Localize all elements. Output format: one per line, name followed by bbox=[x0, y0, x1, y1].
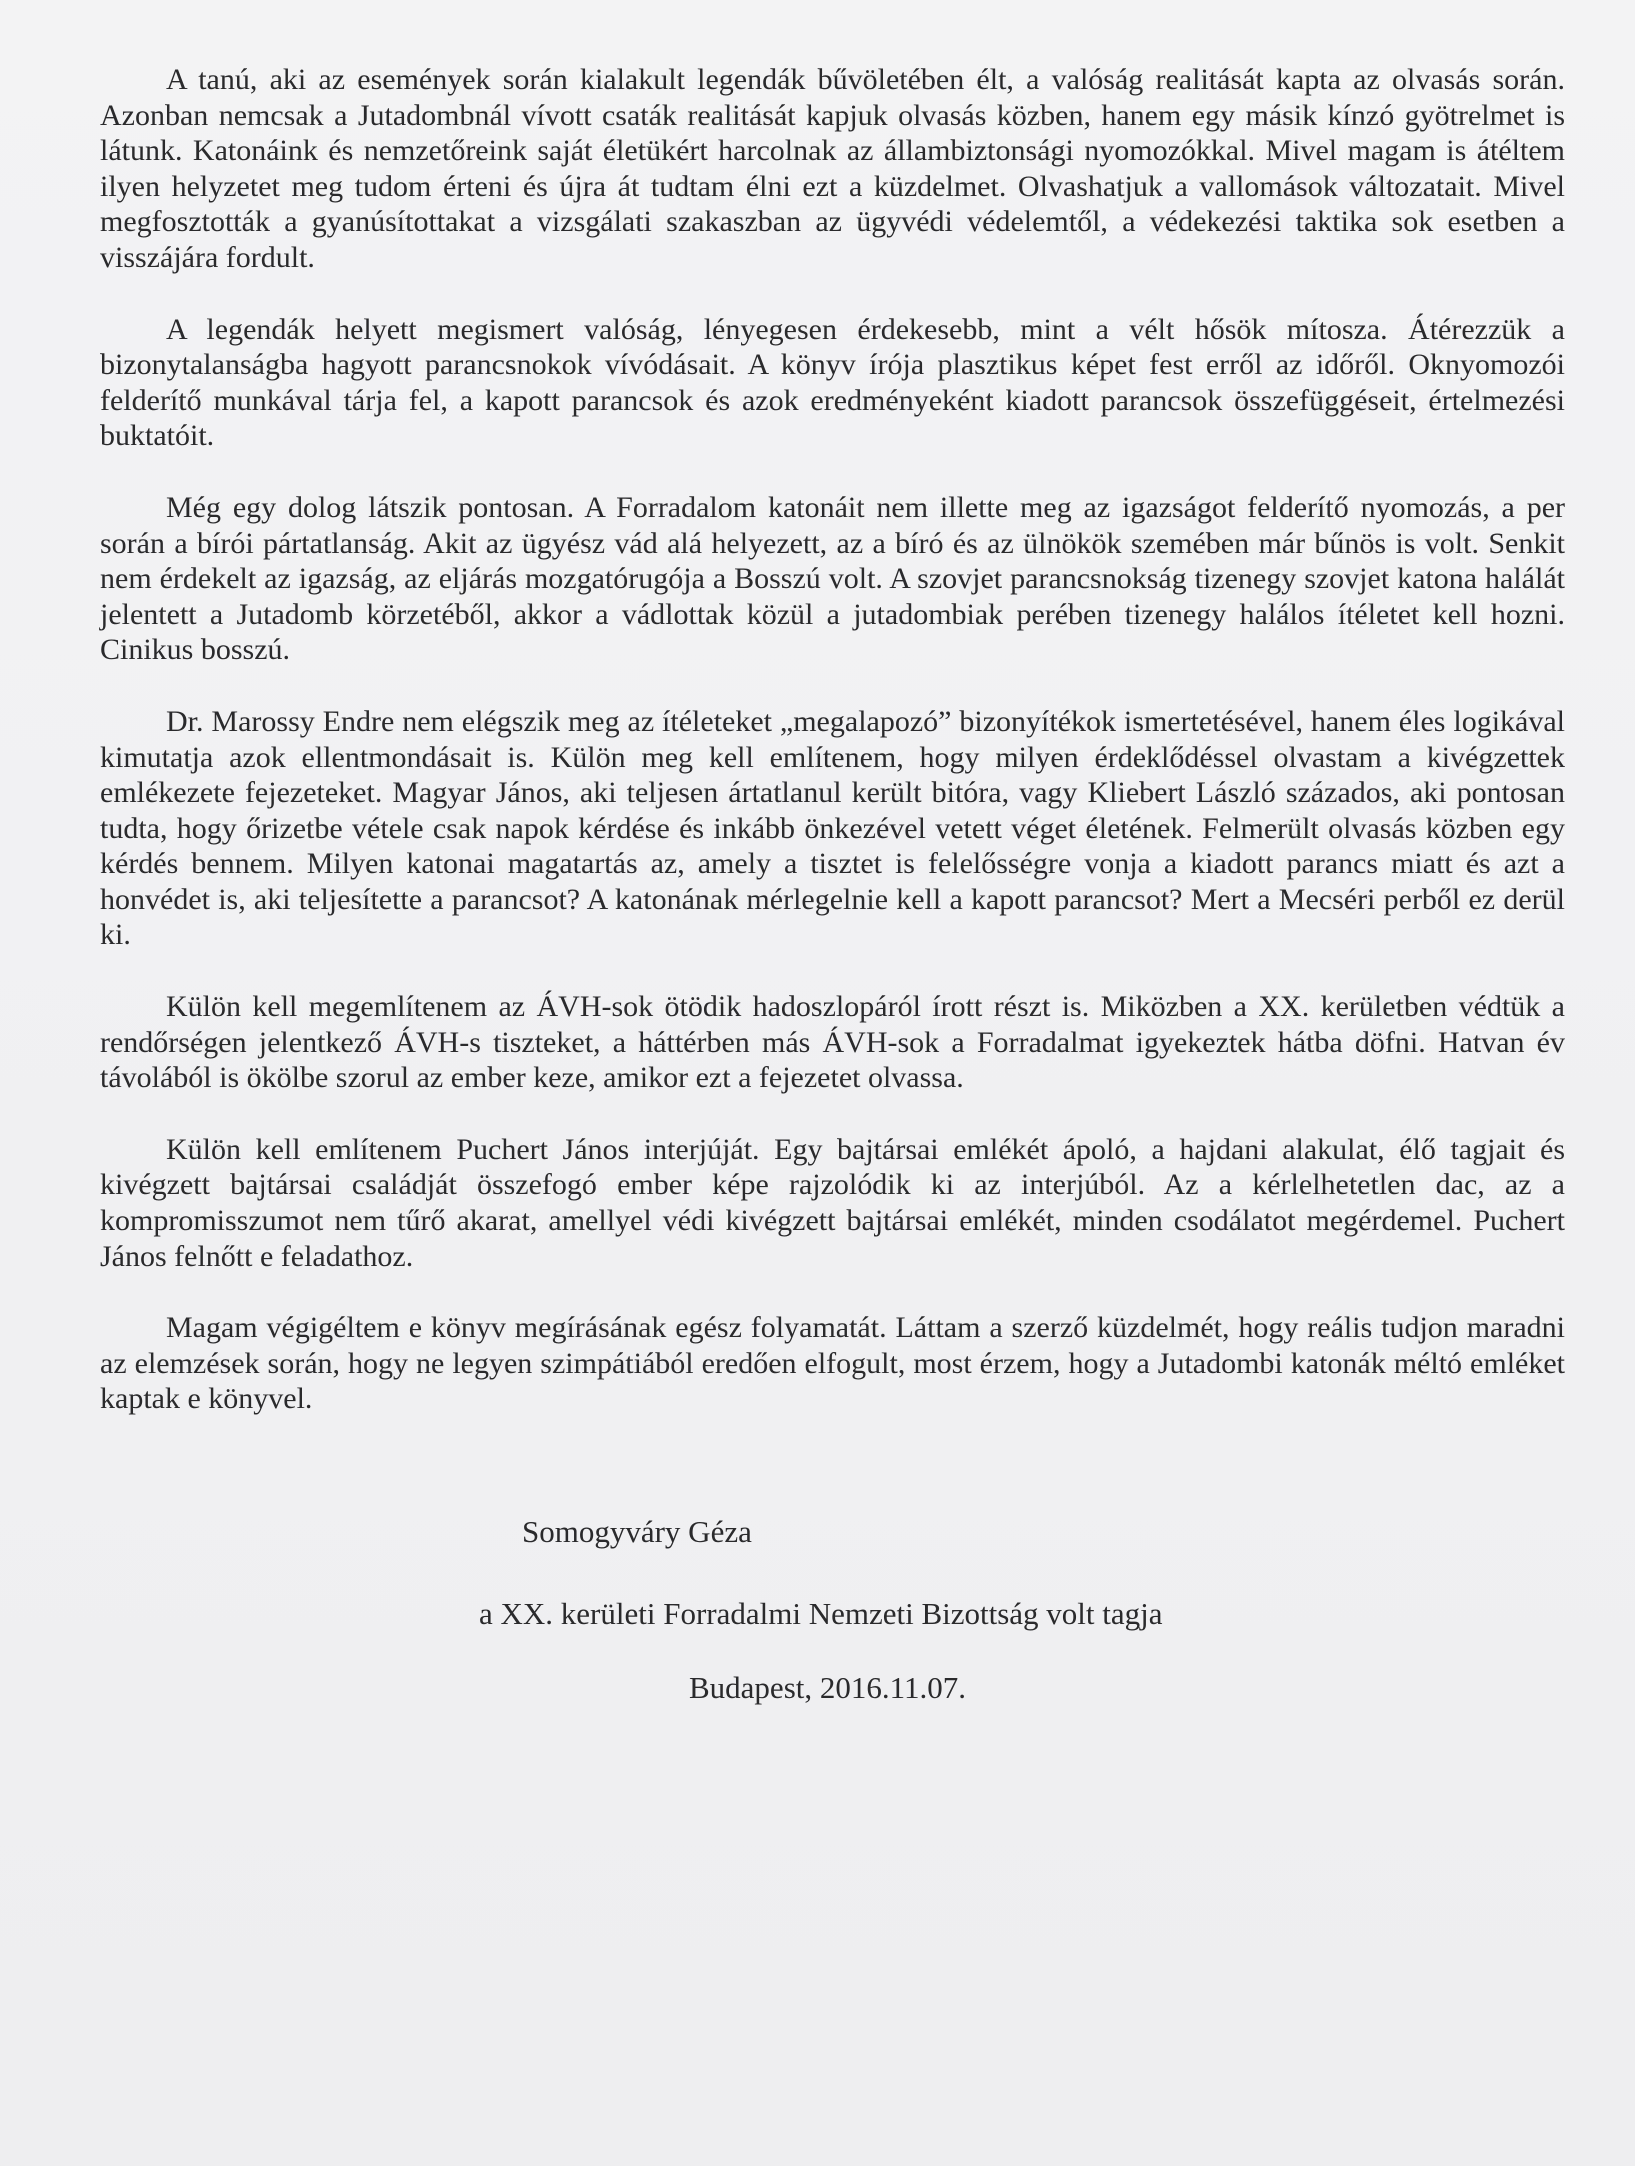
signatory-title: a XX. kerületi Forradalmi Nemzeti Bizottság volt tagja bbox=[479, 1596, 1163, 1631]
paragraph-5: Külön kell megemlítenem az ÁVH-sok ötödik hadoszlopáról írott részt is. Miközben a XX. kerületben védtük a rendőrségen jelentkező ÁVH-s tiszteket, a háttérben más ÁVH-sok a Forradalmat igyekeztek hátba döfni. Hatvan év távolából is ökölbe szorul az ember keze, amikor ezt a fejezetet olvassa. bbox=[100, 990, 1565, 1095]
paragraph-2: A legendák helyett megismert valóság, lényegesen érdekesebb, mint a vélt hősök mítosza. Átérezzük a bizonytalanságba hagyott parancsnokok vívódásait. A könyv írója plasztikus képet fest erről az időről. Oknyomozói felderítő munkával tárja fel, a kapott parancsok és azok eredményeként kiadott parancsok összefüggéseit, értelmezési buktatóit. bbox=[100, 312, 1565, 453]
paragraph-7: Magam végigéltem e könyv megírásának egész folyamatát. Láttam a szerző küzdelmét, hogy reális tudjon maradni az elemzések során, hogy ne legyen szimpátiából eredően elfogult, most érzem, hogy a Jutadombi katonák méltó emléket kaptak e könyvel. bbox=[100, 1311, 1565, 1416]
paragraph-4: Dr. Marossy Endre nem elégszik meg az ítéleteket „megalapozó” bizonyítékok ismertetésével, hanem éles logikával kimutatja azok ellentmondásait is. Külön meg kell említenem, hogy milyen érdeklődéssel olvastam a kivégzettek emlékezete fejezeteket. Magyar János, aki teljesen ártatlanul került bitóra, vagy Kliebert László százados, aki pontosan tudta, hogy őrizetbe vétele csak napok kérdése és inkább önkezével vetett véget életének. Felmerült olvasás közben egy kérdés bennem. Milyen katonai magatartás az, amely a tisztet is felelősségre vonja a kiadott parancs miatt és azt a honvédet is, aki teljesítette a parancsot? A katonának mérlegelnie kell a kapott parancsot? Mert a Mecséri perből ez derül ki. bbox=[100, 704, 1565, 952]
paragraph-1: A tanú, aki az események során kialakult legendák bűvöletében élt, a valóság realitását kapta az olvasás során. Azonban nemcsak a Jutadombnál vívott csaták realitását kapjuk olvasás közben, hanem egy másik kínzó gyötrelmet is látunk. Katonáink és nemzetőreink saját életükért harcolnak az állambiztonsági nyomozókkal. Mivel magam is átéltem ilyen helyzetet meg tudom érteni és újra át tudtam élni ezt a küzdelmet. Olvashatjuk a vallomások változatait. Mivel megfosztották a gyanúsítottakat a vizsgálati szakaszban az ügyvédi védelemtől, a védekezési taktika sok esetben a visszájára fordult. bbox=[100, 63, 1565, 274]
paragraph-6: Külön kell említenem Puchert János interjúját. Egy bajtársai emlékét ápoló, a hajdani alakulat, élő tagjait és kivégzett bajtársai családját összefogó ember képe rajzolódik ki az interjúból. Az a kérlelhetetlen dac, az a kompromisszumot nem tűrő akarat, amellyel védi kivégzett bajtársai emlékét, minden csodálatot megérdemel. Puchert János felnőtt e feladathoz. bbox=[100, 1132, 1565, 1273]
signatory-name: Somogyváry Géza bbox=[522, 1514, 752, 1549]
paragraph-3: Még egy dolog látszik pontosan. A Forradalom katonáit nem illette meg az igazságot felderítő nyomozás, a per során a bírói pártatlanság. Akit az ügyész vád alá helyezett, az a bíró és az ülnökök szemében már bűnös is volt. Senkit nem érdekelt az igazság, az eljárás mozgatórugója a Bosszú volt. A szovjet parancsnokság tizenegy szovjet katona halálát jelentett a Jutadomb körzetéből, akkor a vádlottak közül a jutadombiak perében tizenegy halálos ítéletet kell hozni. Cinikus bosszú. bbox=[100, 490, 1565, 667]
letter-body bbox=[100, 62, 1565, 1453]
place-and-date: Budapest, 2016.11.07. bbox=[689, 1670, 966, 1705]
